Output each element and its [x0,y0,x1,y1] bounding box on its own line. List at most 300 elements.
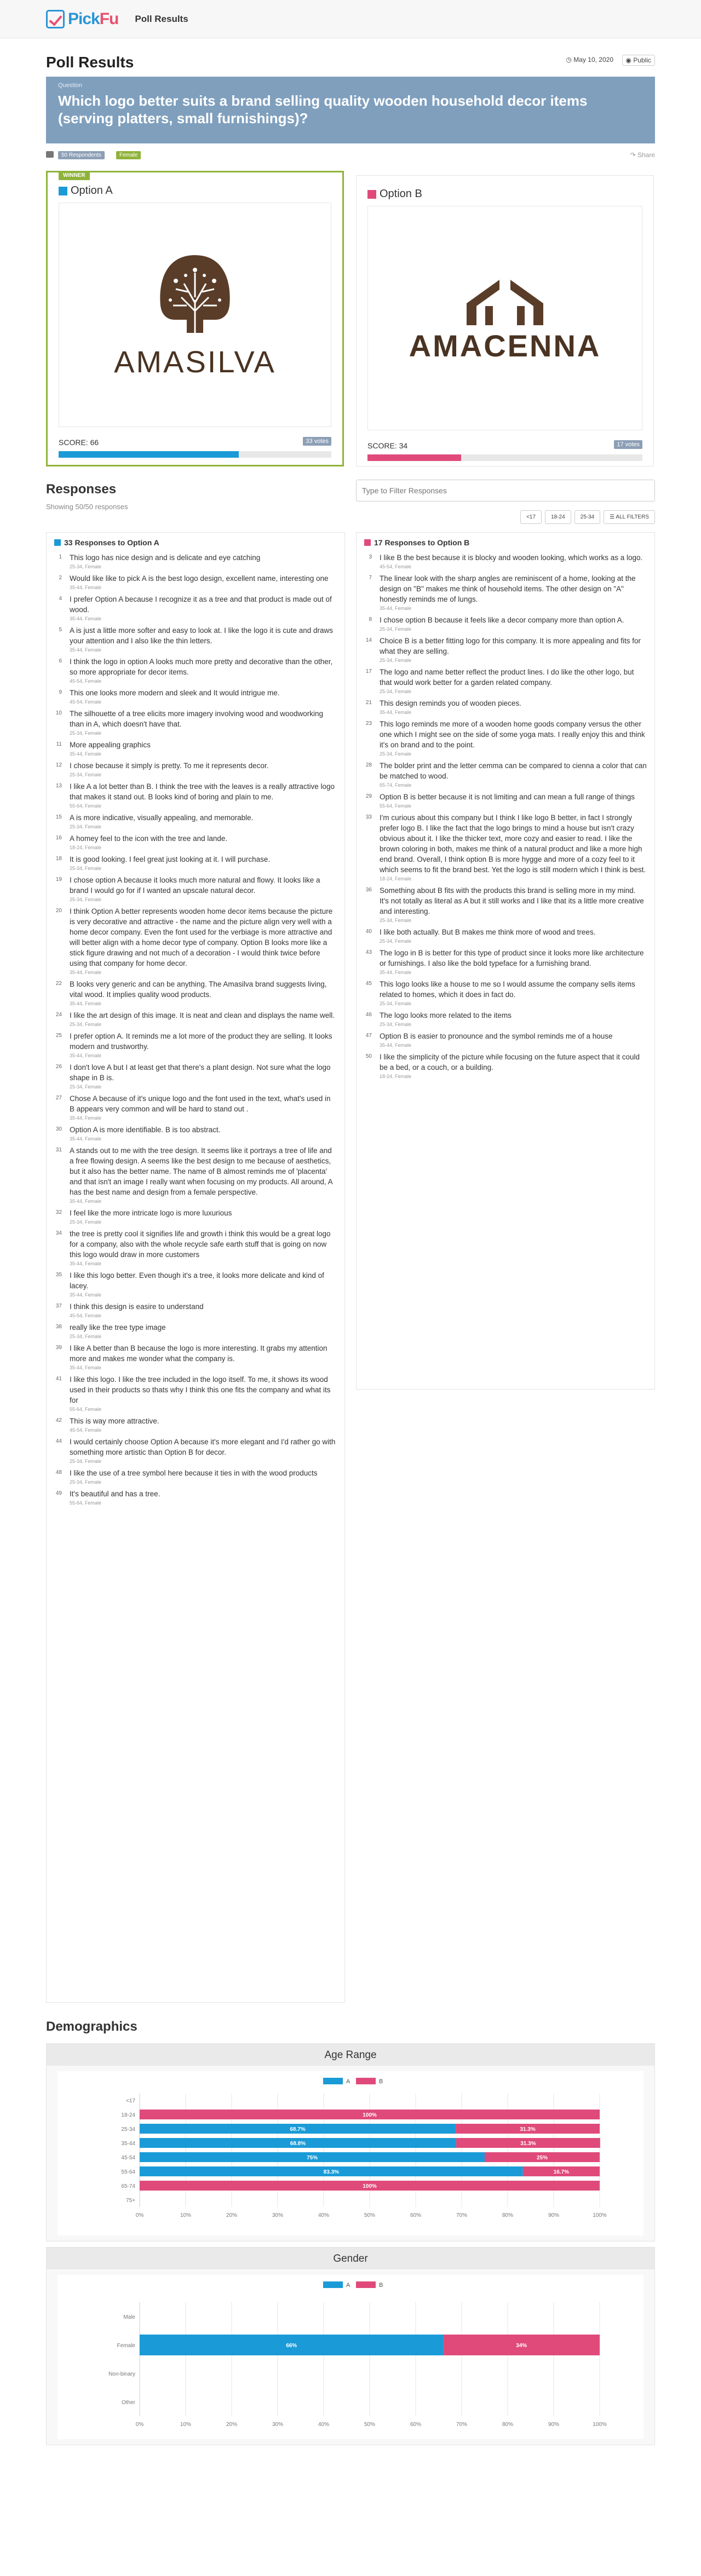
bar-value-label: 68.8% [290,2141,306,2147]
response-demographic: 35-44, Female [70,1053,102,1058]
category-label: <17 [126,2098,135,2104]
response-text: I prefer option A. It reminds me a lot more of the product they are selling. It looks modern and trustworthy. [70,1032,332,1051]
response-text: I feel like the more intricate logo is more luxurious [70,1209,232,1217]
bar-value-label: 66% [286,2343,297,2349]
option-a-image[interactable] [59,203,331,427]
response-number: 10 [55,710,62,716]
logo-text: PickFu [68,9,119,28]
gender-chart [46,2247,655,2445]
bar-value-label: 83.3% [323,2169,340,2175]
response-number: 18 [55,856,62,862]
response-text: the tree is pretty cool it signifies life and growth i think this would be a great logo for a company, also with the whole recycle safe earth stuff that is going on now this logo would draw in more customers [70,1230,331,1259]
response-demographic: 65-74, Female [380,782,412,788]
x-tick-label: 60% [410,2212,422,2218]
question-text: Which logo better suits a brand selling quality wooden household decor items (serving platters, small furnishings)? [58,93,588,126]
option-b-votes: 17 votes [614,440,642,449]
option-b-responses-header: 17 Responses to Option B [374,538,470,547]
demographics-title: Demographics [46,2019,137,2034]
response-item [364,927,647,944]
gender-svg [58,2275,643,2439]
response-text: It is good looking. I feel great just looking at it. I will purchase. [70,855,271,863]
x-tick-label: 0% [135,2212,144,2218]
x-tick-label: 20% [226,2422,238,2428]
bar-value-label: 68.7% [290,2127,306,2133]
response-demographic: 25-34, Female [70,1022,102,1027]
category-label: 35-44 [121,2141,135,2147]
legend-label-a: A [346,2282,350,2289]
x-tick-label: 100% [593,2212,607,2218]
response-text: I like A better than B because the logo is more interesting. It grabs my attention more and makes me wonder what the company is. [70,1344,327,1363]
response-demographic: 25-34, Female [380,751,412,757]
response-text: I like the simplicity of the picture while focusing on the future aspect that it could be a bed, or a couch, or a building. [380,1053,640,1071]
response-demographic: 55-64, Female [70,803,102,809]
response-item [54,875,337,902]
response-text: I think this design is easire to understand [70,1303,204,1311]
response-item [364,698,647,715]
option-b-label: Option B [380,188,422,200]
response-number: 42 [55,1417,62,1424]
age-chart-title: Age Range [47,2044,654,2066]
response-item [54,1093,337,1121]
response-text: Choice B is a better fitting logo for this company. It is more appealing and fits for what they are selling. [380,637,641,655]
response-text: This one looks more modern and sleek and It would intrigue me. [70,689,280,697]
response-demographic: 35-44, Female [70,1292,102,1298]
response-item [364,1052,647,1079]
response-demographic: 25-34, Female [70,772,102,777]
response-number: 29 [365,793,372,799]
response-number: 37 [55,1303,62,1309]
responses-count: Showing 50/50 responses [46,503,128,511]
bar-value-label: 100% [363,2112,377,2118]
response-number: 38 [55,1324,62,1330]
response-text: I chose option B because it feels like a decor company more than option A. [380,616,624,624]
response-text: I like B the best because it is blocky and wooden looking, which works as a logo. [380,554,643,562]
response-number: 36 [365,887,372,893]
response-item [54,1010,337,1027]
x-tick-label: 50% [364,2422,376,2428]
category-label: 45-54 [121,2155,135,2161]
page-title: Poll Results [46,54,134,71]
checkmark-logo-icon [46,10,65,28]
response-item [364,948,647,975]
response-text: I like both actually. But B makes me think more of wood and trees. [380,928,596,936]
response-text: This logo has nice design and is delicate and eye catching [70,554,261,562]
response-text: Would like like to pick A is the best logo design, excellent name, interesting one [70,574,329,583]
bar-value-label: 31.3% [520,2141,536,2147]
response-item [54,1416,337,1433]
response-text: I like the art design of this image. It is neat and clean and displays the name well. [70,1011,335,1019]
house-logo-icon [461,273,549,328]
x-tick-label: 70% [456,2212,468,2218]
response-demographic: 25-34, Female [70,897,102,902]
response-text: I think Option A better represents wooden home decor items because the picture is very decorative and attractive - the name and the picture align very well with a home decor company. Even the font used for the verbiage is more attractive and will better align with a home decor type of company. Option B looks more like a stick figure drawing and not much of a decoration - I would think twice before using that company for home decor. [70,907,333,967]
response-number: 13 [55,783,62,789]
response-item [54,688,337,705]
response-text: I like A a lot better than B. I think the tree with the leaves is a really attractive logo that makes it stand out. B looks kind of boring and plain to me. [70,782,335,801]
response-item [54,1062,337,1090]
category-label: 55-64 [121,2169,135,2175]
response-text: I chose because it simply is pretty. To me it represents decor. [70,762,269,770]
response-number: 48 [55,1469,62,1476]
response-item [54,708,337,736]
response-item [54,1301,337,1318]
visibility-badge[interactable]: ◉ Public [622,55,656,66]
response-item [364,760,647,788]
response-number: 15 [55,814,62,820]
response-number: 30 [55,1126,62,1132]
response-number: 7 [369,575,372,581]
response-text: It's beautiful and has a tree. [70,1490,160,1498]
response-number: 35 [55,1272,62,1278]
response-item [364,636,647,663]
question-panel [46,77,655,143]
response-text: This design reminds you of wooden pieces. [380,699,521,707]
x-tick-label: 0% [135,2422,144,2428]
response-demographic: 35-44, Female [70,1001,102,1006]
response-item [364,615,647,632]
response-demographic: 55-64, Female [70,1407,102,1412]
response-demographic: 35-44, Female [70,1198,102,1204]
response-text: I like this logo. I like the tree included in the logo itself. To me, it shows its wood used in their products so thats why I think this one fits the company and what its for [70,1375,331,1404]
response-number: 1 [59,554,62,560]
response-demographic: 45-54, Female [380,564,412,569]
respondents-icon [46,151,54,158]
option-a-score-fill [59,451,239,458]
response-demographic: 25-34, Female [70,730,102,736]
option-b-image[interactable] [367,206,642,430]
response-demographic: 25-34, Female [380,658,412,663]
response-number: 25 [55,1033,62,1039]
x-tick-label: 100% [593,2422,607,2428]
option-b-swatch [367,190,376,199]
option-a-card [46,171,344,466]
response-demographic: 35-44, Female [380,1042,412,1048]
response-item [364,573,647,611]
response-item [364,1010,647,1027]
response-demographic: 25-34, Female [380,626,412,632]
response-number: 11 [56,741,62,747]
response-demographic: 35-44, Female [70,585,102,590]
response-item [364,979,647,1006]
response-demographic: 35-44, Female [70,616,102,621]
option-a-marker [54,539,61,546]
response-text: A stands out to me with the tree design. It seems like it portrays a tree of life and a free flowing design. A seems like the best design to me because of aesthetics, but it also has the better name. The name of B almost reminds me of 'placenta' and that isn't an image I really want when focusing on my products. All around, A has the best name and design from a female perspective. [70,1146,332,1196]
response-number: 31 [55,1147,62,1153]
response-item [54,573,337,590]
response-demographic: 35-44, Female [70,1365,102,1370]
response-item [54,1468,337,1485]
x-tick-label: 50% [364,2212,376,2218]
response-text: A is just a little more softer and easy to look at. I like the logo it is cute and draws your attention and I also like the thin letters. [70,626,333,645]
respondents-badge: 50 Respondents [58,151,105,159]
response-text: Chose A because of it's unique logo and the font used in the text, what's used in B appears very common and will be hard to stand out . [70,1094,331,1113]
response-number: 14 [365,637,372,643]
response-demographic: 25-34, Female [380,689,412,694]
response-demographic: 18-24, Female [380,1074,412,1079]
response-demographic: 18-24, Female [70,845,102,850]
response-text: I like this logo better. Even though it's a tree, it looks more delicate and kind of lacey. [70,1271,324,1290]
response-text: Option B is better because it is not limiting and can mean a full range of things [380,793,635,801]
response-item [54,1343,337,1370]
response-item [54,833,337,850]
response-item [54,979,337,1006]
response-text: I don't love A but I at least get that there's a plant design. Not sure what the logo shape in B is. [70,1063,331,1082]
option-b-brand: AMACENNA [409,328,601,363]
option-a-votes: 33 votes [303,437,331,446]
option-a-brand: AMASILVA [114,344,276,379]
option-b-score: SCORE: 34 [367,441,408,450]
response-item [54,1322,337,1339]
bar-value-label: 34% [516,2343,527,2349]
response-text: This logo looks like a house to me so I would assume the company sells items related to homes, which it does in fact do. [380,980,635,999]
option-a-responses [46,532,345,2003]
response-demographic: 25-34, Female [70,1479,102,1485]
response-item [54,1374,337,1412]
response-demographic: 25-34, Female [380,1001,412,1006]
age-range-chart [46,2043,655,2241]
response-number: 46 [365,1012,372,1018]
response-number: 3 [369,554,372,560]
response-demographic: 25-34, Female [380,1022,412,1027]
response-text: I think the logo in option A looks much more pretty and decorative than the other, so more appropriate for decor items. [70,658,333,676]
tree-logo-icon [154,251,236,338]
response-item [54,760,337,777]
x-tick-label: 70% [456,2422,468,2428]
option-b-responses [356,532,655,1390]
response-item [54,812,337,829]
response-number: 26 [55,1064,62,1070]
response-text: Something about B fits with the products this brand is selling more in my mind. It's not totally as literal as A but it still works and I like that its a little more creative and interesting. [380,886,644,915]
response-demographic: 25-34, Female [70,1219,102,1225]
x-tick-label: 30% [272,2422,284,2428]
response-number: 34 [55,1230,62,1236]
share-button[interactable]: ↷ Share [630,151,655,159]
category-label: 75+ [126,2198,135,2204]
x-tick-label: 20% [226,2212,238,2218]
option-a-responses-header: 33 Responses to Option A [64,538,159,547]
response-demographic: 45-54, Female [70,1427,102,1433]
response-text: I'm curious about this company but I think I like logo B better, in fact I strongly prefer logo B. I like the fact that the logo brings to mind a house but isn't crazy obvious about it. I like the thicker text, more cozy and easier to read. I like the brown coloring in both, makes me think of a natural product and like a more high end brand. Overall, I think option B is more hygge and more of a cozy feel to it which seems to fit the brand best. Yet the logo is still modern which I think is best. [380,814,646,874]
response-number: 44 [55,1438,62,1444]
option-b-card [356,175,654,466]
response-item [54,1489,337,1506]
response-item [364,719,647,757]
response-demographic: 25-34, Female [70,824,102,829]
response-demographic: 25-34, Female [380,918,412,923]
response-demographic: 45-54, Female [70,699,102,705]
response-demographic: 25-34, Female [70,1334,102,1339]
response-text: More appealing graphics [70,741,151,749]
response-item [54,1145,337,1204]
gender-chart-title: Gender [47,2247,654,2269]
category-label: Other [121,2400,135,2406]
response-number: 12 [55,762,62,768]
response-item [364,1031,647,1048]
response-number: 43 [365,949,372,955]
response-demographic: 35-44, Female [380,606,412,611]
response-number: 4 [59,596,62,602]
response-number: 19 [55,877,62,883]
x-tick-label: 10% [180,2422,192,2428]
bar-value-label: 16.7% [553,2169,570,2175]
response-item [54,906,337,975]
response-text: really like the tree type image [70,1323,166,1332]
response-text: The bolder print and the letter cemma can be compared to cienna a color that can be matched to wood. [380,762,647,780]
legend-swatch-a [323,2281,343,2288]
response-text: The logo looks more related to the items [380,1011,512,1019]
question-label: Question [58,82,83,89]
response-item [54,1031,337,1058]
option-a-score: SCORE: 66 [59,438,99,447]
response-demographic: 35-44, Female [70,1115,102,1121]
gender-badge: Female [116,151,141,159]
x-tick-label: 80% [502,2212,514,2218]
response-number: 27 [55,1095,62,1101]
response-text: This is way more attractive. [70,1417,159,1425]
category-label: 25-34 [121,2127,135,2133]
topbar-title: Poll Results [135,13,188,24]
x-tick-label: 10% [180,2212,192,2218]
response-number: 40 [365,929,372,935]
response-item [364,885,647,923]
x-tick-label: 30% [272,2212,284,2218]
x-tick-label: 90% [548,2422,560,2428]
response-text: I would certainly choose Option A because it's more elegant and I'd rather go with something more artistic than Option B for decor. [70,1438,336,1456]
response-number: 50 [365,1053,372,1059]
response-item [54,594,337,621]
response-demographic: 35-44, Female [70,1261,102,1266]
bar-value-label: 25% [536,2155,548,2161]
age-range-svg [58,2071,643,2235]
response-item [54,1270,337,1298]
response-item [364,552,647,569]
response-demographic: 25-34, Female [70,866,102,871]
response-item [54,552,337,569]
option-a-score-bar [59,451,331,458]
response-text: The logo in B is better for this type of product since it looks more like architecture or furnishings. I also like the bold typeface for a furnishing brand. [380,949,644,967]
category-label: 65-74 [121,2183,135,2189]
x-tick-label: 90% [548,2212,560,2218]
response-number: 32 [55,1209,62,1215]
response-number: 41 [55,1376,62,1382]
bar-value-label: 100% [363,2183,377,2189]
response-number: 8 [369,616,372,623]
response-item [54,1437,337,1464]
response-demographic: 55-64, Female [380,803,412,809]
response-number: 24 [55,1012,62,1018]
option-b-marker [364,539,371,546]
response-item [54,656,337,684]
option-b-score-fill [367,454,461,461]
response-demographic: 55-64, Female [70,1500,102,1506]
response-text: B looks very generic and can be anything. The Amasilva brand suggests living, vital wood. It implies quality wood products. [70,980,327,999]
response-text: I chose option A because it looks much more natural and flowy. It looks like a brand I would go for if I wanted an upscale natural decor. [70,876,320,895]
response-item [54,740,337,757]
category-label: Non-binary [108,2371,135,2377]
response-number: 17 [365,669,372,675]
option-a-label: Option A [71,185,113,197]
response-item [364,812,647,881]
poll-date: ◷ May 10, 2020 [566,56,613,64]
response-text: I prefer Option A because I recognize it as a tree and that product is made out of wood. [70,595,332,614]
response-demographic: 18-24, Female [380,876,412,881]
x-tick-label: 60% [410,2422,422,2428]
legend-label-b: B [379,2078,383,2085]
legend-label-a: A [346,2078,350,2085]
response-number: 9 [59,689,62,695]
response-demographic: 35-44, Female [70,970,102,975]
response-text: The linear look with the sharp angles are reminiscent of a home, looking at the design on "B" makes me think of household items. The other design on "A" honestly reminds me of lungs. [380,574,636,603]
response-number: 22 [55,981,62,987]
response-item [54,625,337,653]
pickfu-logo[interactable] [46,10,118,28]
legend-swatch-b [356,2078,376,2084]
x-tick-label: 40% [318,2422,330,2428]
response-demographic: 35-44, Female [70,647,102,653]
top-bar [0,0,701,38]
response-text: The logo and name better reflect the product lines. I do like the other logo, but that would work better for a garden related company. [380,668,634,687]
response-demographic: 25-34, Female [70,1459,102,1464]
filter-under-17-button[interactable]: <17 [520,510,542,524]
option-a-swatch [59,187,67,195]
response-number: 47 [365,1033,372,1039]
response-demographic: 35-44, Female [70,1136,102,1142]
response-number: 20 [55,908,62,914]
response-demographic: 35-44, Female [70,751,102,757]
bar-value-label: 31.3% [520,2127,536,2133]
response-number: 33 [365,814,372,820]
response-text: A is more indicative, visually appealing, and memorable. [70,814,254,822]
category-label: 18-24 [121,2112,135,2118]
response-demographic: 45-54, Female [70,678,102,684]
all-filters-button[interactable]: ☰ ALL FILTERS [604,510,655,524]
filter-18-24-button[interactable]: 18-24 [545,510,571,524]
response-number: 39 [55,1345,62,1351]
responses-title: Responses [46,482,117,497]
response-item [54,1229,337,1266]
response-item [54,854,337,871]
response-text: A homey feel to the icon with the tree and lande. [70,834,228,843]
x-tick-label: 80% [502,2422,514,2428]
response-item [54,1125,337,1142]
response-item [364,792,647,809]
response-number: 45 [365,981,372,987]
response-item [364,667,647,694]
response-demographic: 25-34, Female [380,938,412,944]
category-label: Male [123,2314,135,2320]
response-item [54,781,337,809]
response-text: Option B is easier to pronounce and the symbol reminds me of a house [380,1032,613,1040]
response-number: 49 [55,1490,62,1496]
response-demographic: 25-34, Female [70,564,102,569]
response-number: 2 [59,575,62,581]
response-number: 6 [59,658,62,664]
response-demographic: 45-54, Female [70,1313,102,1318]
response-demographic: 35-44, Female [380,970,412,975]
filter-25-34-button[interactable]: 25-34 [574,510,601,524]
legend-label-b: B [379,2282,383,2289]
legend-swatch-a [323,2078,343,2084]
category-label: Female [117,2343,135,2349]
response-text: Option A is more identifiable. B is too abstract. [70,1126,221,1134]
response-number: 5 [59,627,62,633]
response-text: I like the use of a tree symbol here because it ties in with the wood products [70,1469,318,1477]
legend-swatch-b [356,2281,376,2288]
response-text: This logo reminds me more of a wooden home goods company versus the other one which I might see on the side of some yoga mats. I really enjoy this and think it's on brand and to the point. [380,720,645,749]
filter-responses-input[interactable] [356,480,655,502]
response-demographic: 25-34, Female [70,1084,102,1090]
response-item [54,1208,337,1225]
